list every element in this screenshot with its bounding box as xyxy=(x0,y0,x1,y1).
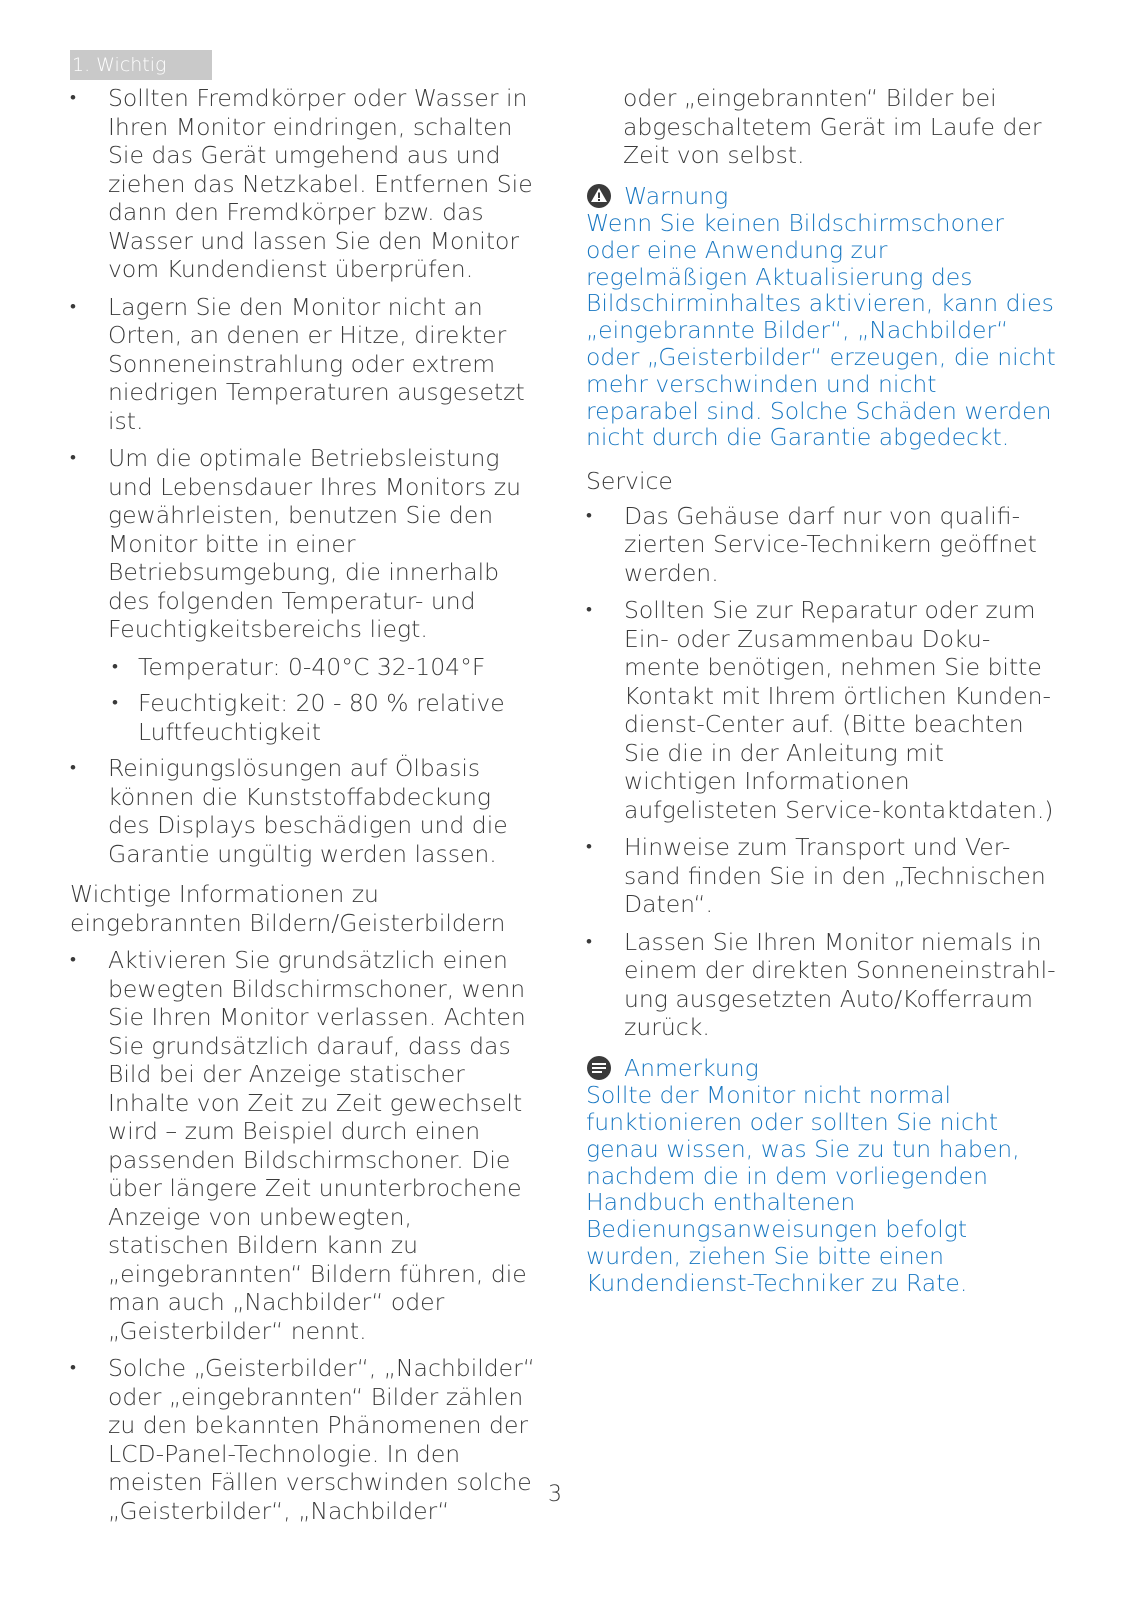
list-item-text: Hinweise zum Transport und Ver-sand finden Sie in den „Technischen Daten“. xyxy=(624,833,1046,919)
bullet-icon: • xyxy=(586,600,592,621)
list-item-text: Lassen Sie Ihren Monitor niemals in einem der direkten Sonneneinstrahl-ung ausgesetzten Auto/Kofferraum zurück. xyxy=(624,927,1056,1042)
bullet-icon: • xyxy=(70,88,76,108)
bullet-icon: • xyxy=(586,505,592,526)
note-icon xyxy=(586,1055,612,1081)
service-heading: Service xyxy=(586,467,673,496)
bullet-icon: • xyxy=(70,448,76,468)
sub-list-item-text: Temperatur: 0-40°C 32-104°F xyxy=(138,652,486,681)
sub-list-item xyxy=(70,653,540,682)
bullet-icon: • xyxy=(112,656,118,677)
section-heading: Wichtige Informationen zu eingebrannten Bildern/Geisterbildern xyxy=(70,880,506,937)
page-number: 3 xyxy=(548,1482,562,1507)
list-item-text: Reinigungslösungen auf Ölbasis können die Kunststoffabdeckung des Displays beschädigen und die Garantie ungültig werden lassen. xyxy=(108,754,508,868)
list-item-text: Sollten Sie zur Reparatur oder zum Ein- oder Zusammenbau Doku-mente benötigen, nehmen Sie bitte Kontakt mit Ihrem örtlichen Kunden-dienst-Center auf. (Bitte beachten Sie die in der Anleitung mit wichtigen Informationen aufgelisteten Service-kontaktdaten.) xyxy=(624,596,1054,824)
warning-title-row xyxy=(586,182,1056,211)
list-item xyxy=(70,84,540,284)
bullet-icon: • xyxy=(586,837,592,858)
list-item-text: Solche „Geisterbilder“, „Nachbilder“ oder „eingebrannten“ Bilder zählen zu den bekannten Phänomenen der LCD-Panel-Technologie. In den meisten Fällen verschwinden solche „Geisterbilder“, „Nachbilder“ xyxy=(108,1354,535,1525)
section-tab: 1. Wichtig xyxy=(70,50,212,80)
left-column xyxy=(70,84,540,1534)
bullet-icon: • xyxy=(70,296,76,317)
sub-list-item-text: Feuchtigkeit: 20 - 80 % relative Luftfeuchtigkeit xyxy=(138,689,505,746)
right-column xyxy=(586,84,1056,1297)
list-item xyxy=(586,928,1056,1042)
list-item xyxy=(586,833,1056,919)
sub-list-item xyxy=(70,689,540,746)
list-item xyxy=(70,946,540,1345)
note-text: Sollte der Monitor nicht normal funktionieren oder sollten Sie nicht genau wissen, was Sie zu tun haben, nachdem die in dem vorliegenden Handbuch enthaltenen Bedienungsanweisungen befolgt wurden, ziehen Sie bitte einen Kundendienst-Techniker zu Rate. xyxy=(586,1081,1020,1297)
list-item xyxy=(70,754,540,868)
list-item xyxy=(70,1354,540,1525)
continuation-text: oder „eingebrannten“ Bilder bei abgeschaltetem Gerät im Laufe der Zeit von selbst. xyxy=(623,84,1042,169)
warning-triangle-icon xyxy=(586,183,612,209)
bullet-icon: • xyxy=(70,950,76,970)
list-item-text: Um die optimale Betriebsleistung und Lebensdauer Ihres Monitors zu gewährleisten, benutzen Sie den Monitor bitte in einer Betriebsumgebung, die innerhalb des folgenden Temperatur- und Feuchtigkeitsbereichs liegt. xyxy=(108,444,522,643)
bullet-icon: • xyxy=(70,758,76,778)
note-title: Anmerkung xyxy=(624,1053,759,1082)
list-item xyxy=(586,596,1056,824)
list-item-text: Lagern Sie den Monitor nicht an Orten, an denen er Hitze, direkter Sonneneinstrahlung oder extrem niedrigen Temperaturen ausgesetzt ist. xyxy=(108,292,525,435)
list-item xyxy=(586,502,1056,588)
list-item-text: Aktivieren Sie grundsätzlich einen bewegten Bildschirmschoner, wenn Sie Ihren Monitor verlassen. Achten Sie grundsätzlich darauf, dass das Bild bei der Anzeige statischer Inhalte von Zeit zu Zeit gewechselt wird – zum Beispiel durch einen passenden Bildschirmschoner. Die über längere Zeit ununterbrochene Anzeige von unbewegten, statischen Bildern kann zu „eingebrannten“ Bildern führen, die man auch „Nachbilder“ oder „Geisterbilder“ nennt. xyxy=(108,946,527,1345)
list-item xyxy=(70,444,540,644)
warning-text: Wenn Sie keinen Bildschirmschoner oder eine Anwendung zur regelmäßigen Aktualisierung des Bildschirminhaltes aktivieren, kann dies „eingebrannte Bilder“, „Nachbilder“ oder „Geisterbilder“ erzeugen, die nicht mehr verschwinden und nicht reparabel sind. Solche Schäden werden nicht durch die Garantie abgedeckt. xyxy=(586,209,1056,452)
bullet-icon: • xyxy=(70,1358,76,1378)
bullet-icon: • xyxy=(586,931,592,952)
list-item-text: Das Gehäuse darf nur von qualifi-zierten Service-Technikern geöffnet werden. xyxy=(624,501,1037,587)
bullet-icon: • xyxy=(112,693,118,713)
warning-title: Warnung xyxy=(624,181,729,210)
note-title-row xyxy=(586,1054,1056,1083)
list-item xyxy=(70,293,540,436)
list-item-text: Sollten Fremdkörper oder Wasser in Ihren Monitor eindringen, schalten Sie das Gerät umgehend aus und ziehen das Netzkabel. Entfernen Sie dann den Fremdkörper bzw. das Wasser und lassen Sie den Monitor vom Kundendienst überprüfen. xyxy=(108,84,533,283)
